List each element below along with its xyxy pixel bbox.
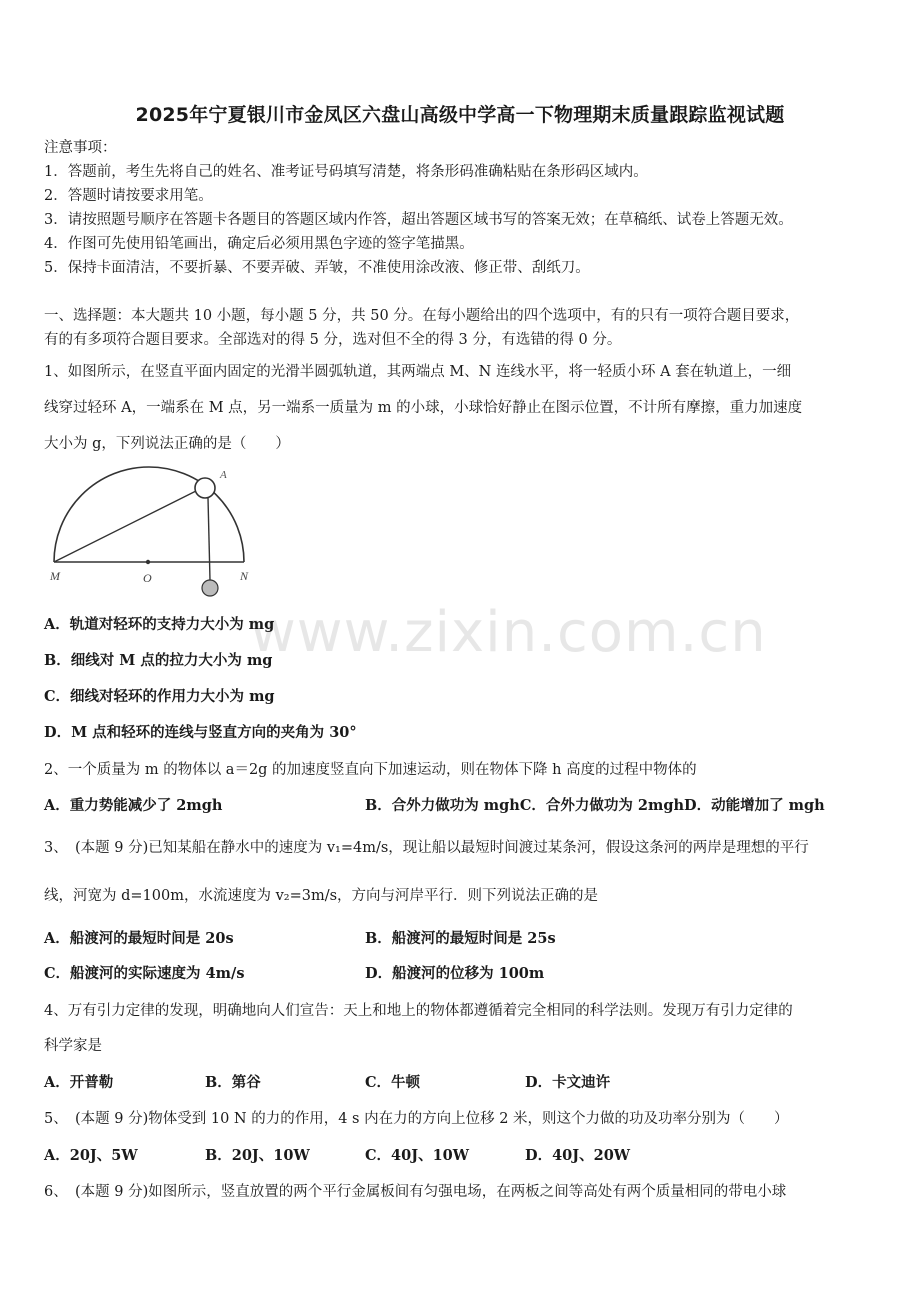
question-6-stem: 6、 (本题 9 分)如图所示，竖直放置的两个平行金属板间有匀强电场，在两板之间等高处有两个质量相同的带电小球 bbox=[44, 1184, 787, 1200]
q3-option-d: D．船渡河的位移为 100m bbox=[365, 965, 545, 982]
notice-heading: 注意事项： bbox=[44, 140, 117, 156]
q5-option-a: A．20J、5W bbox=[44, 1147, 138, 1164]
section-heading: 一、选择题：本大题共 10 小题，每小题 5 分，共 50 分。在每小题给出的四个选项中，有的只有一项符合题目要求， bbox=[44, 308, 800, 324]
label-n: N bbox=[240, 569, 249, 583]
label-a: A bbox=[220, 469, 227, 481]
q5-option-c: C．40J、10W bbox=[365, 1147, 470, 1164]
q2-option-a: A．重力势能减少了 2mgh bbox=[44, 797, 223, 814]
q1-option-b: B．细线对 M 点的拉力大小为 mg bbox=[44, 652, 273, 669]
label-o: O bbox=[143, 571, 152, 585]
q4-option-c: C．牛顿 bbox=[365, 1074, 421, 1091]
notice-item: 1．答题前，考生先将自己的姓名、准考证号码填写清楚，将条形码准确粘贴在条形码区域内。 bbox=[44, 164, 648, 180]
watermark: www.zixin.com.cn bbox=[250, 600, 767, 665]
semicircle-track-figure bbox=[44, 462, 254, 602]
q4-option-b: B．第谷 bbox=[205, 1074, 261, 1091]
question-4-stem: 4、万有引力定律的发现，明确地向人们宣告：天上和地上的物体都遵循着完全相同的科学法则。发现万有引力定律的 bbox=[44, 1003, 793, 1019]
question-1-stem: 线穿过轻环 A，一端系在 M 点，另一端系一质量为 m 的小球，小球恰好静止在图示位置，不计所有摩擦，重力加速度 bbox=[44, 400, 803, 416]
section-heading-cont: 有的有多项符合题目要求。全部选对的得 5 分，选对但不全的得 3 分，有选错的得 0 分。 bbox=[44, 332, 622, 348]
q3-option-b: B．船渡河的最短时间是 25s bbox=[365, 930, 556, 947]
q5-option-b: B．20J、10W bbox=[205, 1147, 310, 1164]
notice-item: 3．请按照题号顺序在答题卡各题目的答题区域内作答，超出答题区域书写的答案无效；在草稿纸、试卷上答题无效。 bbox=[44, 212, 793, 228]
question-3-stem: 线，河宽为 d=100m，水流速度为 v₂=3m/s，方向与河岸平行．则下列说法正确的是 bbox=[44, 888, 599, 904]
q4-option-a: A．开普勒 bbox=[44, 1074, 114, 1091]
notice-item: 5．保持卡面清洁，不要折暴、不要弄破、弄皱，不准使用涂改液、修正带、刮纸刀。 bbox=[44, 260, 590, 276]
question-2-stem: 2、一个质量为 m 的物体以 a＝2g 的加速度竖直向下加速运动，则在物体下降 h 高度的过程中物体的 bbox=[44, 762, 697, 778]
q3-option-c: C．船渡河的实际速度为 4m/s bbox=[44, 965, 245, 982]
q1-option-c: C．细线对轻环的作用力大小为 mg bbox=[44, 688, 275, 705]
q2-option-bcd: B．合外力做功为 mghC．合外力做功为 2mghD．动能增加了 mgh bbox=[365, 797, 825, 814]
question-5-stem: 5、 (本题 9 分)物体受到 10 N 的力的作用，4 s 内在力的方向上位移 2 米，则这个力做的功及功率分别为（ ） bbox=[44, 1111, 789, 1127]
question-1-stem: 1、如图所示，在竖直平面内固定的光滑半圆弧轨道，其两端点 M、N 连线水平，将一轻质小环 A 套在轨道上，一细 bbox=[44, 364, 792, 380]
q3-option-a: A．船渡河的最短时间是 20s bbox=[44, 930, 234, 947]
label-m: M bbox=[50, 569, 60, 583]
q1-option-a: A．轨道对轻环的支持力大小为 mg bbox=[44, 616, 275, 633]
notice-item: 4．作图可先使用铅笔画出，确定后必须用黑色字迹的签字笔描黑。 bbox=[44, 236, 474, 252]
question-1-stem: 大小为 g，下列说法正确的是（ ） bbox=[44, 436, 290, 452]
q5-option-d: D．40J、20W bbox=[525, 1147, 631, 1164]
q4-option-d: D．卡文迪许 bbox=[525, 1074, 611, 1091]
page-title: 2025年宁夏银川市金凤区六盘山高级中学高一下物理期末质量跟踪监视试题 bbox=[135, 104, 785, 126]
notice-item: 2．答题时请按要求用笔。 bbox=[44, 188, 213, 204]
question-4-stem: 科学家是 bbox=[44, 1038, 102, 1054]
question-3-stem: 3、 (本题 9 分)已知某船在静水中的速度为 v₁=4m/s，现让船以最短时间渡过某条河，假设这条河的两岸是理想的平行 bbox=[44, 840, 809, 856]
q1-option-d: D．M 点和轻环的连线与竖直方向的夹角为 30° bbox=[44, 724, 357, 741]
